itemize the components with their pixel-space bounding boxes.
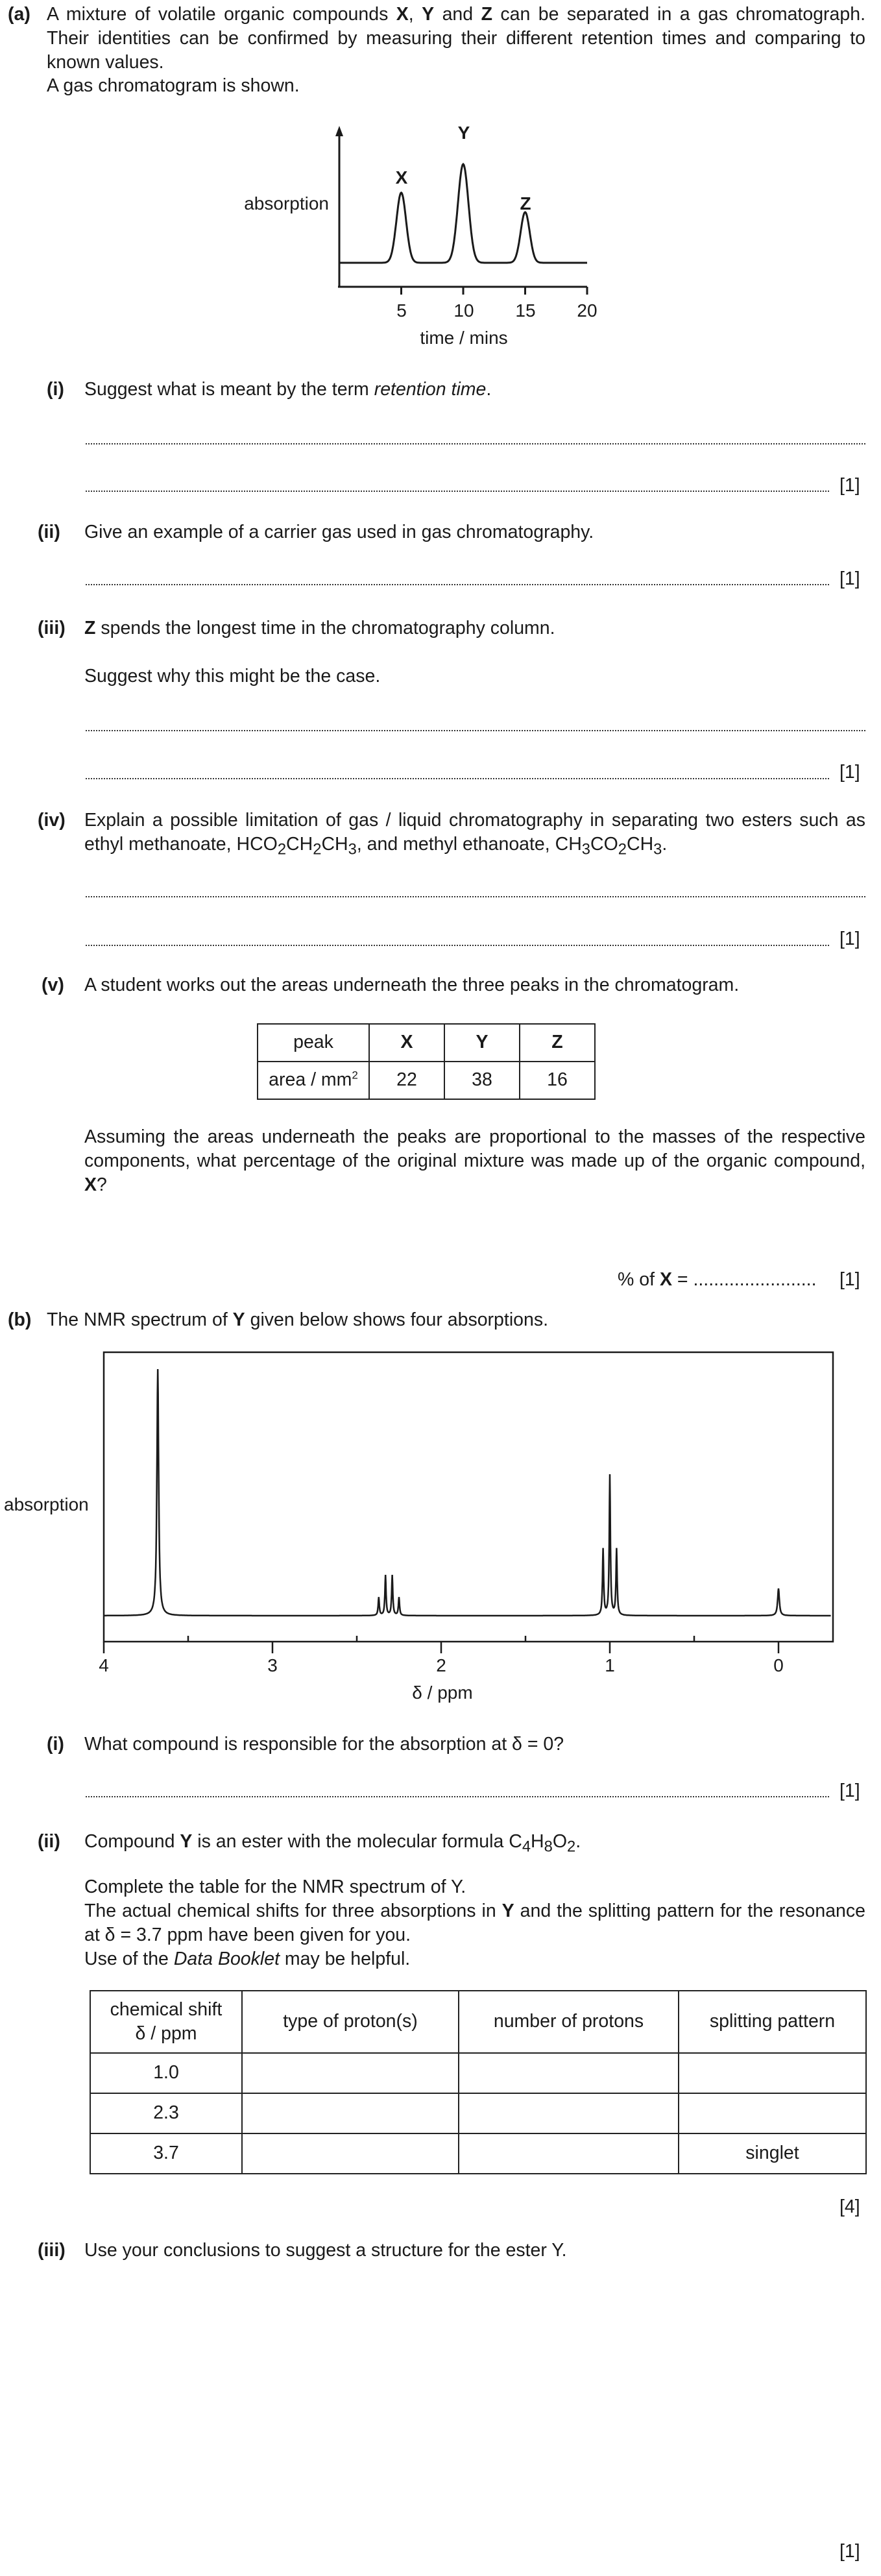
gc-tick-20: 20 bbox=[577, 300, 597, 321]
peak-z-header: Z bbox=[520, 1024, 595, 1062]
q-a-i-text: Suggest what is meant by the term retention time. bbox=[84, 379, 492, 400]
nmr-tick-4: 4 bbox=[99, 1655, 109, 1675]
proton-number-cell[interactable] bbox=[459, 2093, 679, 2133]
q-a-iv-number: (iv) bbox=[38, 810, 66, 831]
marks-b-ii: [4] bbox=[839, 2196, 860, 2217]
structure-answer-space[interactable] bbox=[84, 2271, 830, 2531]
peak-area-table bbox=[257, 1023, 596, 1100]
part-b-label: (b) bbox=[8, 1309, 32, 1330]
part-a-label: (a) bbox=[8, 4, 30, 25]
area-x: 22 bbox=[369, 1062, 444, 1099]
q-b-ii-text-3: The actual chemical shifts for three absorptions in Y and the splitting pattern for the resonance at δ = 3.7 ppm have been given for you. bbox=[84, 1901, 865, 1946]
q-b-ii-number: (ii) bbox=[38, 1831, 60, 1852]
area-y: 38 bbox=[444, 1062, 520, 1099]
answer-line-a-iii-1[interactable] bbox=[86, 730, 865, 731]
nmr-table-row bbox=[90, 2133, 866, 2174]
splitting-cell[interactable] bbox=[679, 2053, 866, 2093]
nmr-tick-2: 2 bbox=[436, 1655, 446, 1675]
answer-line-b-i[interactable] bbox=[86, 1796, 829, 1797]
proton-number-header: number of protons bbox=[459, 1991, 679, 2053]
q-b-iii-text: Use your conclusions to suggest a structure for the ester Y. bbox=[84, 2240, 567, 2261]
nmr-tick-1: 1 bbox=[605, 1655, 615, 1675]
peak-x-header: X bbox=[369, 1024, 444, 1062]
proton-number-cell[interactable] bbox=[459, 2133, 679, 2174]
q-b-iii-number: (iii) bbox=[38, 2240, 66, 2261]
splitting-cell[interactable] bbox=[679, 2093, 866, 2133]
answer-line-a-iv-2[interactable] bbox=[86, 945, 829, 946]
gas-chromatogram bbox=[221, 117, 610, 357]
part-a-intro-2: A gas chromatogram is shown. bbox=[47, 75, 300, 96]
nmr-table bbox=[90, 1990, 867, 2174]
proton-type-cell[interactable] bbox=[242, 2133, 459, 2174]
q-a-ii-number: (ii) bbox=[38, 522, 60, 542]
nmr-table-row bbox=[90, 2093, 866, 2133]
area-z: 16 bbox=[520, 1062, 595, 1099]
gc-x-axis-label: time / mins bbox=[420, 328, 508, 348]
splitting-header: splitting pattern bbox=[679, 1991, 866, 2053]
nmr-trace bbox=[104, 1369, 831, 1616]
part-b-intro: The NMR spectrum of Y given below shows four absorptions. bbox=[47, 1309, 549, 1330]
proton-number-cell[interactable] bbox=[459, 2053, 679, 2093]
q-b-i-number: (i) bbox=[47, 1734, 64, 1755]
proton-type-cell[interactable] bbox=[242, 2093, 459, 2133]
answer-line-a-ii[interactable] bbox=[86, 584, 829, 585]
answer-line-a-i-2[interactable] bbox=[86, 491, 829, 492]
nmr-table-header-row bbox=[90, 1991, 866, 2053]
splitting-cell: singlet bbox=[679, 2133, 866, 2174]
peak-y-header: Y bbox=[444, 1024, 520, 1062]
answer-line-a-iv-1[interactable] bbox=[86, 896, 865, 897]
q-a-iii-number: (iii) bbox=[38, 618, 66, 638]
nmr-spectrum bbox=[0, 1350, 881, 1713]
answer-line-a-iii-2[interactable] bbox=[86, 778, 829, 779]
nmr-tick-3: 3 bbox=[267, 1655, 278, 1675]
marks-a-iii: [1] bbox=[839, 762, 860, 783]
spectrum-frame bbox=[104, 1352, 833, 1642]
marks-b-iii: [1] bbox=[839, 2541, 860, 2562]
nmr-y-axis-label: absorption bbox=[4, 1494, 89, 1514]
shift-cell: 2.3 bbox=[90, 2093, 242, 2133]
gc-tick-15: 15 bbox=[515, 300, 536, 321]
part-a-intro: A mixture of volatile organic compounds X, Y and Z can be separated in a gas chromatograph. Their identities can be confirmed by measuring their different retention times and comparing to known values. bbox=[47, 4, 866, 73]
chromatogram-trace bbox=[339, 164, 587, 263]
peak-area-value-row bbox=[258, 1062, 595, 1099]
q-b-ii-text: Compound Y is an ester with the molecular formula $C_4H_8O_2$. bbox=[84, 1831, 581, 1856]
chemical-shift-header: chemical shift δ / ppm bbox=[90, 1991, 242, 2053]
q-a-i-number: (i) bbox=[47, 379, 64, 400]
q-b-i-text: What compound is responsible for the absorption at δ = 0? bbox=[84, 1734, 564, 1755]
nmr-x-axis-label: δ / ppm bbox=[412, 1683, 473, 1703]
peak-header: peak bbox=[258, 1024, 369, 1062]
marks-a-iv: [1] bbox=[839, 929, 860, 949]
marks-b-i: [1] bbox=[839, 1780, 860, 1801]
q-a-v-text: A student works out the areas underneath the three peaks in the chromatogram. bbox=[84, 975, 740, 995]
q-a-iv-text: Explain a possible limitation of gas / liquid chromatography in separating two esters such as ethyl methanoate, $HCO_2CH_2CH_3$, and methyl ethanoate, $CH_3CO_2CH_3$. bbox=[84, 810, 865, 858]
proton-type-cell[interactable] bbox=[242, 2053, 459, 2093]
y-axis-arrow bbox=[335, 126, 343, 136]
peak-label-y: Y bbox=[457, 123, 470, 143]
gc-tick-5: 5 bbox=[396, 300, 407, 321]
proton-type-header: type of proton(s) bbox=[242, 1991, 459, 2053]
marks-a-i: [1] bbox=[839, 475, 860, 496]
gc-y-axis-label: absorption bbox=[244, 193, 329, 213]
q-b-ii-text-4: Use of the Data Booklet may be helpful. bbox=[84, 1949, 411, 1969]
q-a-v-text-2: Assuming the areas underneath the peaks are proportional to the masses of the respective components, what percentage of the original mixture was made up of the organic compound, X? bbox=[84, 1126, 865, 1196]
percentage-x-answer[interactable]: % of X = ........................ bbox=[618, 1269, 817, 1290]
marks-a-v: [1] bbox=[839, 1269, 860, 1290]
nmr-tick-0: 0 bbox=[773, 1655, 784, 1675]
peak-label-x: X bbox=[395, 167, 408, 188]
peak-area-header-row bbox=[258, 1024, 595, 1062]
area-header: area / $mm^2$ bbox=[258, 1062, 369, 1099]
q-b-ii-text-2: Complete the table for the NMR spectrum of Y. bbox=[84, 1877, 466, 1897]
nmr-table-row bbox=[90, 2053, 866, 2093]
q-a-iii-text-2: Suggest why this might be the case. bbox=[84, 666, 381, 687]
gc-tick-10: 10 bbox=[453, 300, 474, 321]
marks-a-ii: [1] bbox=[839, 568, 860, 589]
q-a-ii-text: Give an example of a carrier gas used in gas chromatography. bbox=[84, 522, 594, 542]
peak-label-z: Z bbox=[520, 193, 531, 213]
shift-cell: 3.7 bbox=[90, 2133, 242, 2174]
shift-cell: 1.0 bbox=[90, 2053, 242, 2093]
q-a-iii-text: Z spends the longest time in the chromatography column. bbox=[84, 618, 555, 638]
answer-line-a-i-1[interactable] bbox=[86, 443, 865, 444]
q-a-v-number: (v) bbox=[42, 975, 64, 995]
